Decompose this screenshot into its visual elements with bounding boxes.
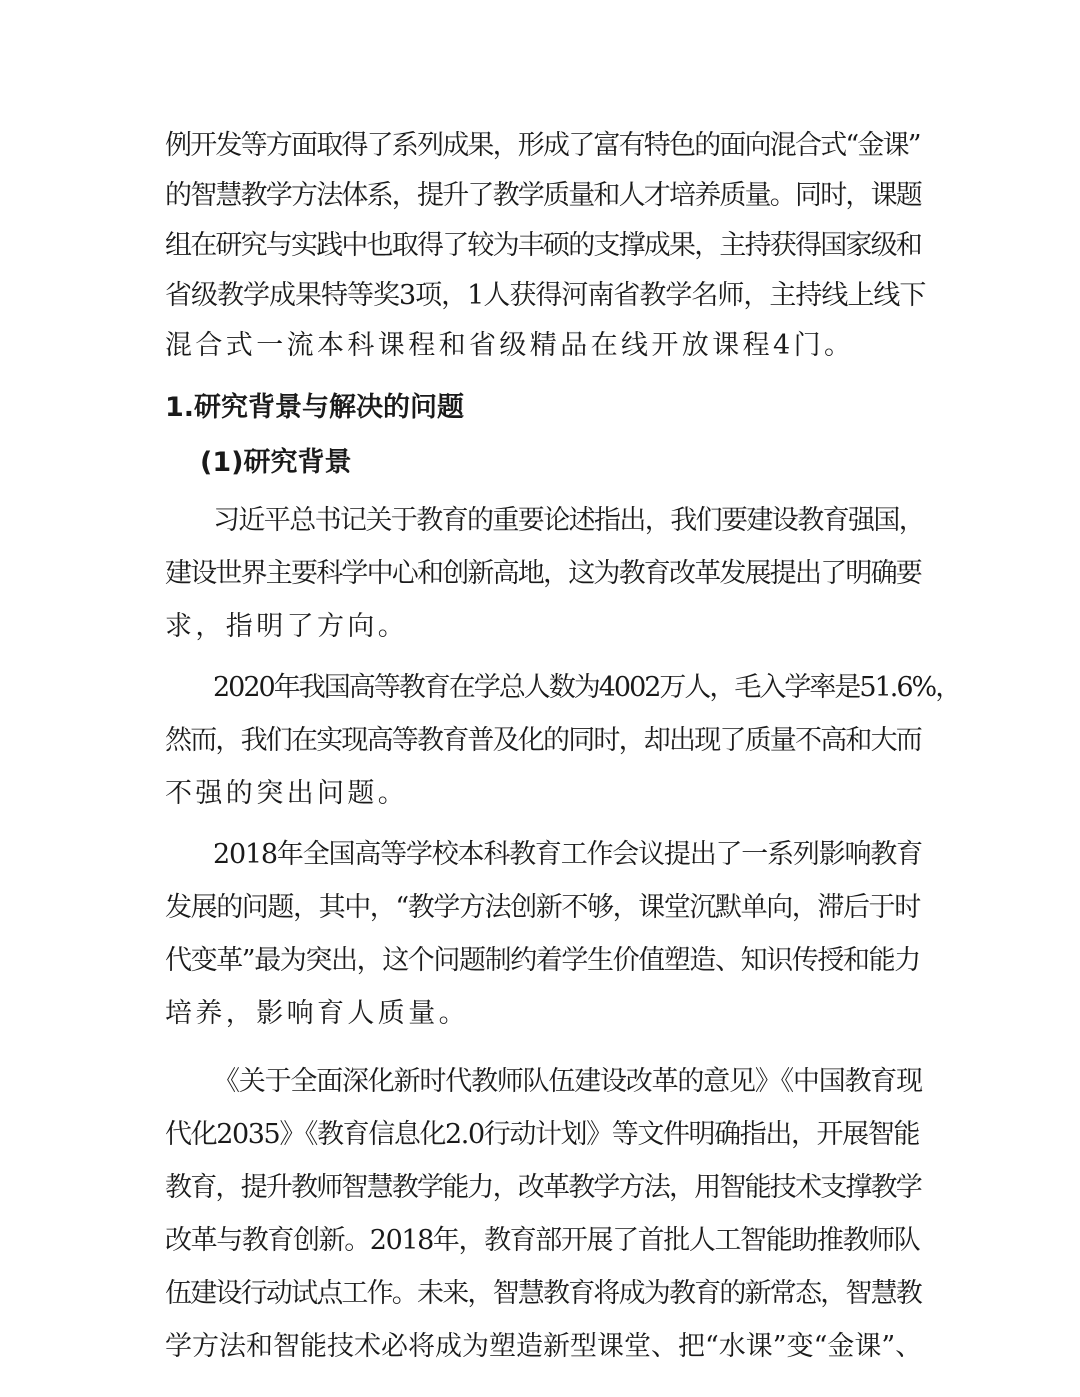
subsection-heading: (1)研究背景: [200, 447, 352, 478]
paragraph-3-line-4: 培养，影响育人质量。: [165, 998, 469, 1029]
paragraph-2-line-3: 不强的突出问题。: [165, 778, 409, 809]
intro-line-1: 例开发等方面取得了系列成果，形成了富有特色的面向混合式“金课”: [165, 130, 920, 161]
paragraph-2-line-2: 然而，我们在实现高等教育普及化的同时，却出现了质量不高和大而: [165, 725, 921, 756]
paragraph-3-line-2: 发展的问题，其中，“教学方法创新不够，课堂沉默单向，滞后于时: [165, 892, 920, 923]
paragraph-4-line-6: 学方法和智能技术必将成为塑造新型课堂、把“水课”变“金课”、: [165, 1331, 923, 1362]
paragraph-4-line-1: 《关于全面深化新时代教师队伍建设改革的意见》《中国教育现: [213, 1066, 922, 1097]
intro-line-4: 省级教学成果特等奖3项，1人获得河南省教学名师，主持线上线下: [165, 280, 926, 311]
paragraph-4-line-3: 教育，提升教师智慧教学能力，改革教学方法，用智能技术支撑教学: [165, 1172, 921, 1203]
paragraph-1-line-1: 习近平总书记关于教育的重要论述指出，我们要建设教育强国，: [213, 505, 925, 536]
intro-line-5: 混合式一流本科课程和省级精品在线开放课程4门。: [165, 330, 855, 361]
paragraph-4-line-4: 改革与教育创新。2018年，教育部开展了首批人工智能助推教师队: [165, 1225, 920, 1256]
paragraph-1-line-3: 求，指明了方向。: [165, 611, 409, 642]
paragraph-3-line-1: 2018年全国高等学校本科教育工作会议提出了一系列影响教育: [213, 839, 922, 870]
paragraph-3-line-3: 代变革”最为突出，这个问题制约着学生价值塑造、知识传授和能力: [165, 945, 920, 976]
paragraph-4-line-2: 代化2035》《教育信息化2.0行动计划》等文件明确指出，开展智能: [165, 1119, 919, 1150]
section-heading: 1.研究背景与解决的问题: [165, 392, 465, 423]
intro-line-3: 组在研究与实践中也取得了较为丰硕的支撑成果，主持获得国家级和: [165, 230, 921, 261]
paragraph-4-line-5: 伍建设行动试点工作。未来，智慧教育将成为教育的新常态，智慧教: [165, 1278, 921, 1309]
paragraph-2-line-1: 2020年我国高等教育在学总人数为4002万人，毛入学率是51.6%，: [213, 672, 961, 703]
intro-line-2: 的智慧教学方法体系，提升了教学质量和人才培养质量。同时，课题: [165, 180, 921, 211]
paragraph-1-line-2: 建设世界主要科学中心和创新高地，这为教育改革发展提出了明确要: [165, 558, 921, 589]
